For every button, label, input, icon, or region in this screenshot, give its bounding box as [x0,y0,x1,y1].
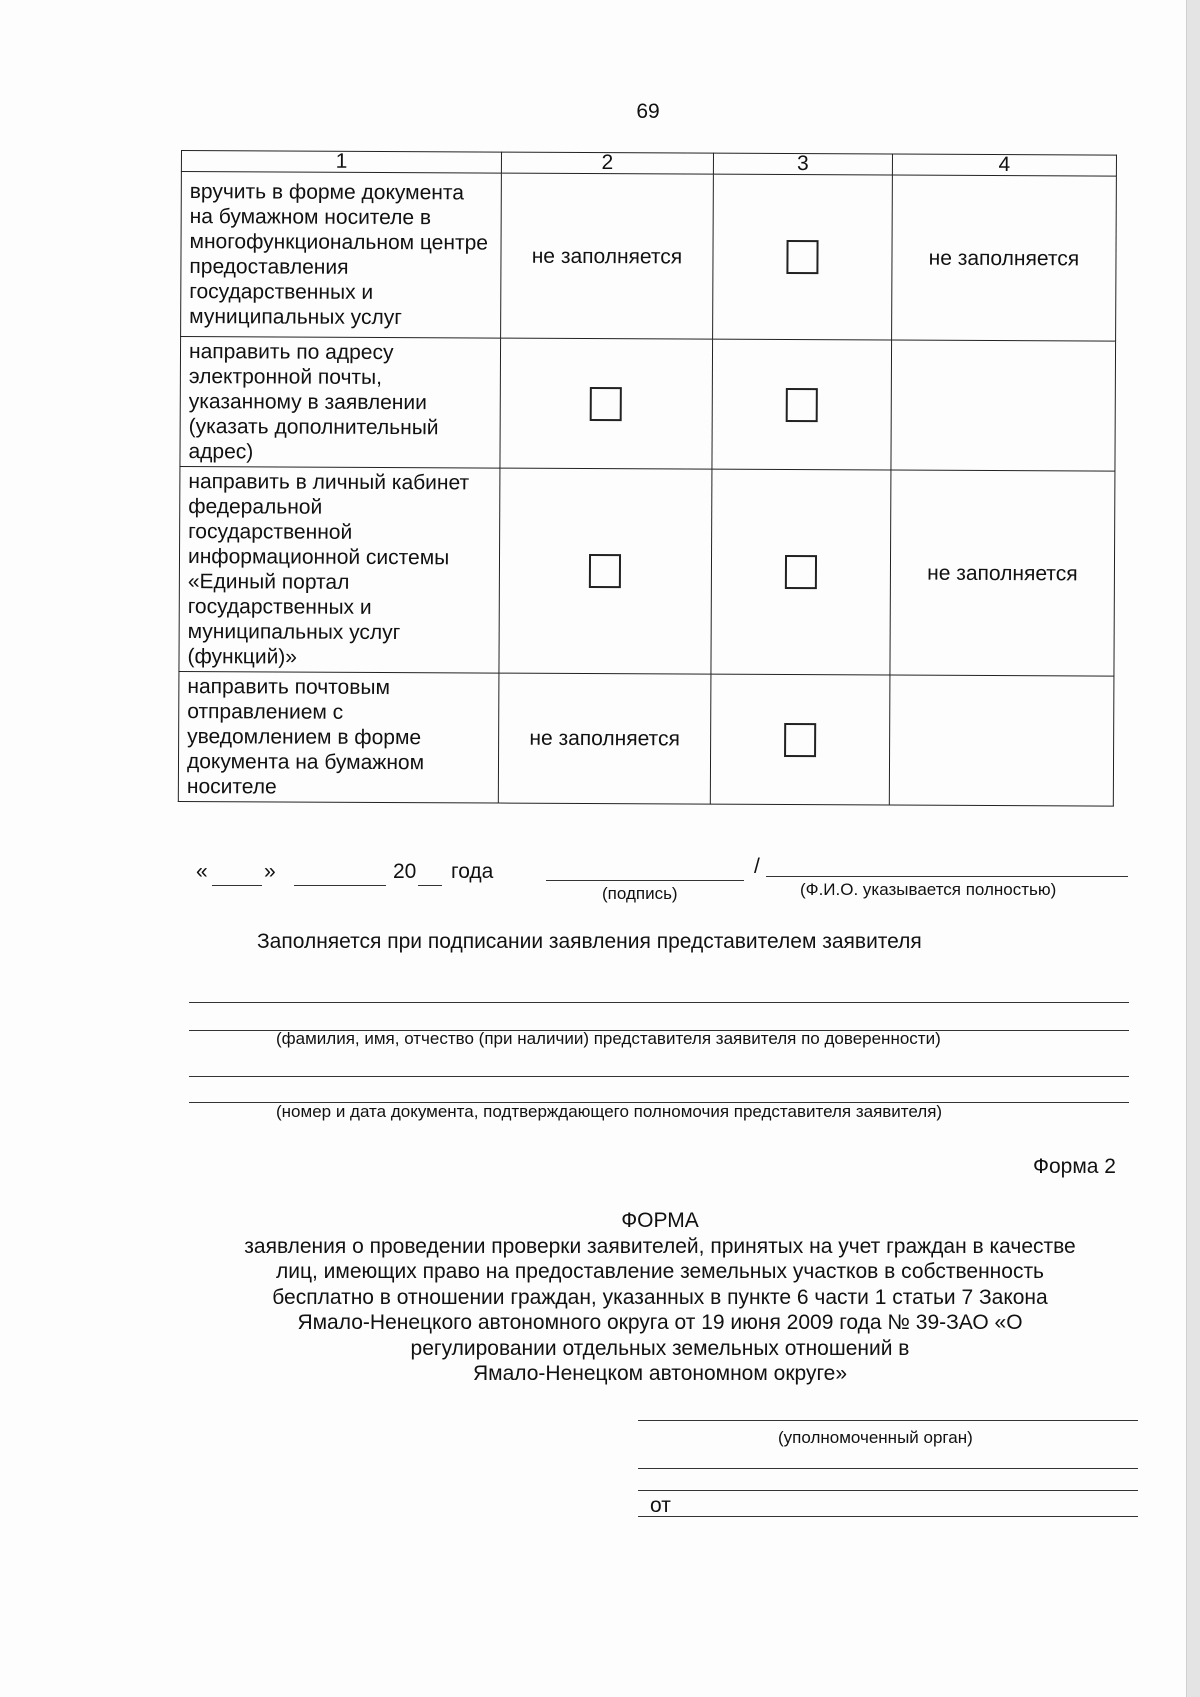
checkbox[interactable] [786,240,818,274]
col4-value: не заполняется [890,470,1115,676]
column-header: 2 [501,152,713,174]
applicant-blank[interactable] [638,1516,1138,1517]
authorized-body-blank[interactable] [638,1420,1138,1421]
column-header: 3 [713,153,892,175]
column-header: 4 [892,154,1116,176]
form-title-line: регулировании отдельных земельных отношений в [410,1336,910,1360]
delivery-options-table [178,150,1117,807]
form-number-label: Форма 2 [1033,1155,1116,1178]
full-name-caption: (Ф.И.О. указывается полностью) [800,880,1057,899]
option-label: направить по адресу электронной почты, указанному в заявлении (указать дополнительный адрес) [180,337,501,469]
date-quote-open: « [196,860,208,883]
slash: / [754,855,760,878]
page-number: 69 [636,100,660,123]
addressee-blank-1[interactable] [638,1468,1138,1469]
from-label: от [650,1494,671,1517]
representative-name-caption: (фамилия, имя, отчество (при наличии) представителя заявителя по доверенности) [276,1029,941,1048]
col4-value [891,340,1116,471]
col2-value: не заполняется [498,673,710,804]
column-header: 1 [181,151,501,174]
option-label: направить в личный кабинет федеральной государственной информационной системы «Единый портал государственных и муниципальных услуг (функций)» [179,466,500,673]
table-row [179,466,1115,676]
form-title-line: заявления о проведении проверки заявителей, принятых на учет граждан в качестве [244,1234,1076,1258]
checkbox[interactable] [786,387,818,421]
table-row [178,671,1114,806]
signature-blank[interactable] [546,880,744,881]
date-quote-close: » [264,860,276,883]
form-title-line: лиц, имеющих право на предоставление земельных участков в собственность [276,1260,1044,1283]
table-row [180,337,1116,472]
representative-doc-caption: (номер и дата документа, подтверждающего полномочия представителя заявителя) [276,1102,943,1121]
checkbox[interactable] [590,387,622,421]
form-title-block [180,1208,1140,1387]
checkbox[interactable] [785,555,817,589]
col4-value: не заполняется [891,175,1116,341]
col2-value: не заполняется [501,173,714,339]
form-title-line: Ямало-Ненецкого автономного округа от 19 июня 2009 года № 39-ЗАО «О [297,1311,1023,1334]
full-name-blank[interactable] [766,876,1128,877]
representative-heading: Заполняется при подписании заявления представителем заявителя [257,930,922,953]
day-blank[interactable] [212,885,262,886]
form-title-line: Ямало-Ненецком автономном округе» [472,1362,848,1385]
year-suffix: года [451,860,494,883]
year-prefix: 20 [393,860,417,883]
checkbox[interactable] [784,722,816,756]
month-blank[interactable] [294,885,386,886]
representative-doc-blank-1[interactable] [189,1076,1129,1077]
year-blank[interactable] [418,885,442,886]
addressee-blank-2[interactable] [638,1490,1138,1491]
form-title-line: бесплатно в отношении граждан, указанных в пункте 6 части 1 статьи 7 Закона [272,1285,1048,1309]
table-row [181,172,1117,342]
option-label: вручить в форме документа на бумажном носителе в многофункциональном центре предоставления государственных и муниципальных услуг [181,172,502,339]
authorized-body-caption: (уполномоченный орган) [778,1428,973,1447]
col4-value [889,675,1114,806]
representative-name-blank-1[interactable] [189,1002,1129,1003]
option-label: направить почтовым отправлением с уведомлением в форме документа на бумажном носителе [178,671,499,803]
form-heading: ФОРМА [621,1209,699,1232]
signature-caption: (подпись) [602,884,678,903]
checkbox[interactable] [589,554,621,588]
